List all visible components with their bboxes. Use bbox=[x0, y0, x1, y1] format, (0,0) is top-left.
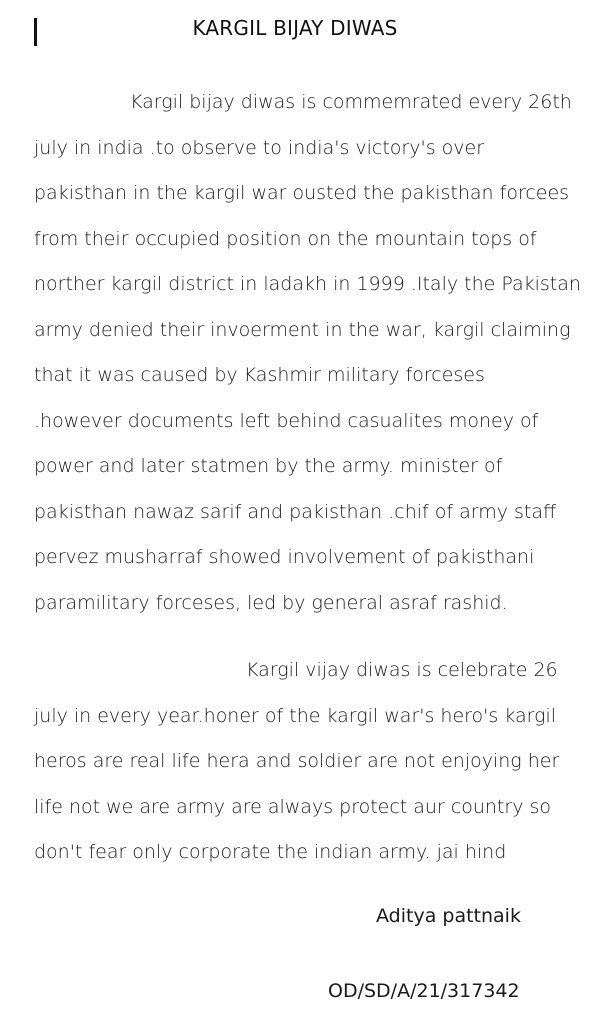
paragraph-1 bbox=[34, 80, 590, 626]
paragraph-line: don't fear only corporate the indian army. jai hind bbox=[34, 841, 507, 863]
paragraph-line: july in every year.honer of the kargil war's hero's kargil bbox=[34, 704, 557, 727]
paragraph-line: power and later statmen by the army. minister of bbox=[34, 455, 503, 477]
paragraph-line: army denied their invoerment in the war, kargil claiming bbox=[34, 318, 571, 341]
paragraph-line: july in india .to observe to india's victory's over bbox=[34, 136, 485, 159]
paragraph-line: life not we are army are always protect aur country so bbox=[34, 795, 552, 818]
paragraph-line: heros are real life hera and soldier are not enjoying her bbox=[34, 750, 560, 772]
document-title: KARGIL BIJAY DIWAS bbox=[192, 16, 398, 40]
paragraph-line: .however documents left behind casualites money of bbox=[34, 409, 539, 432]
paragraph-line: norther kargil district in ladakh in 1999 .Italy the Pakistan bbox=[34, 273, 581, 295]
paragraph-line: pakisthan in the kargil war ousted the pakisthan forcees bbox=[34, 182, 570, 204]
paragraph-line: from their occupied position on the mountain tops of bbox=[34, 227, 537, 250]
paragraph-line: paramilitary forceses, led by general asraf rashid. bbox=[34, 591, 508, 614]
paragraph-line: Kargil bijay diwas is commemrated every 26th bbox=[130, 91, 572, 113]
paragraph-line: pakisthan nawaz sarif and pakisthan .chif of army staff bbox=[34, 500, 557, 523]
author-name: Aditya pattnaik bbox=[376, 905, 521, 927]
paragraph-line: Kargil vijay diwas is celebrate 26 bbox=[246, 659, 558, 681]
paragraph-line: that it was caused by Kashmir military forceses bbox=[34, 364, 485, 386]
paragraph-line: pervez musharraf showed involvement of pakisthani bbox=[34, 546, 535, 568]
registration-number: OD/SD/A/21/317342 bbox=[328, 980, 520, 1002]
paragraph-2 bbox=[34, 648, 590, 876]
